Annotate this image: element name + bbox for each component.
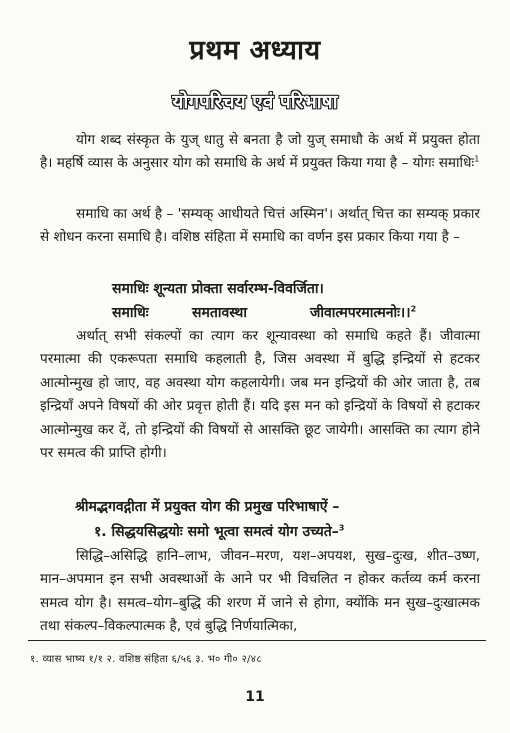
verse-line-2	[112, 303, 416, 322]
verse-line-2-word-3: जीवात्मपरमात्मनोः।।	[310, 305, 411, 321]
verse-line-1: समाधिः शून्यता प्रोक्ता सर्वारम्भ-विवर्जिता।	[112, 281, 324, 297]
chapter-title: प्रथम अध्याय	[189, 35, 321, 66]
paragraph-4: सिद्धि–असिद्धि हानि–लाभ, जीवन–मरण, यश–अपयश, सुख–दुःख, शीत–उष्ण, मान–अपमान इन सभी अवस्थाओं के आने पर भी विचलित न होकर कर्तव्य कर्म करना समत्व योग है। समत्व–योग–बुद्धि की शरण में जाने से होगा, क्योंकि मन सुख–दुःखात्मक तथा संकल्प–विकल्पात्मक है, एवं बुद्धि निर्णयात्मिका,	[40, 548, 480, 635]
gita-definitions-heading: श्रीमद्भगवद्गीता में प्रयुक्त योग की प्रमुख परिभाषाऐं –	[75, 499, 340, 515]
footnotes: १. व्यास भाष्य १/१ २. वशिष्ठ संहिता ६/५६ ३. भ० गी० २/४८	[30, 654, 262, 665]
footnote-ref-1: 1	[474, 154, 480, 164]
paragraph-2: समाधि का अर्थ है – 'सम्यक् आधीयते चित्तं अस्मिन'। अर्थात् चित्त का सम्यक् प्रकार से शोधन करना समाधि है। वशिष्ठ संहिता में समाधि का वर्णन इस प्रकार किया गया है –	[40, 206, 480, 246]
page-number: 11	[245, 689, 265, 705]
verse-line-2-word-2: समतावस्था	[192, 305, 247, 321]
definition-1-heading	[94, 522, 344, 541]
verse-line-2-word-1: समाधिः	[112, 305, 149, 321]
footnote-ref-2: 2	[410, 304, 417, 314]
footnote-divider	[28, 640, 486, 641]
section-title: योगपरिचय एवं परिभाषा	[172, 91, 338, 113]
paragraph-1-text: योग शब्द संस्कृत के युज् धातु से बनता है जो युज् समाधौ के अर्थ में प्रयुक्त होता है। महर्षि व्यास के अनुसार योग को समाधि के अर्थ में प्रयुक्त किया गया है – योगः समाधिः	[40, 132, 480, 172]
paragraph-1	[40, 129, 480, 176]
paragraph-3: अर्थात् सभी संकल्पों का त्याग कर शून्यावस्था को समाधि कहते हैं। जीवात्मा परमात्मा की एकरूपता समाधि कहलाती है, जिस अवस्था में बुद्धि इन्द्रियों से हटकर आत्मोन्मुख हो जाए, वह अवस्था योग कहलायेगी। जब मन इन्द्रियों की ओर जाता है, तब इन्द्रियाँ अपने विषयों की ओर प्रवृत्त होती हैं। यदि इस मन को इन्द्रियों के विषयों से हटाकर आत्मोन्मुख कर दें, तो इन्द्रियों की विषयों से आसक्ति छूट जायेगी। आसक्ति का त्याग होने पर समत्व की प्राप्ति होगी।	[40, 328, 480, 462]
definition-1-text: १. सिद्धयसिद्धयोः समो भूत्वा समत्वं योग उच्यते–	[94, 524, 339, 540]
footnote-ref-3: 3	[338, 523, 345, 533]
